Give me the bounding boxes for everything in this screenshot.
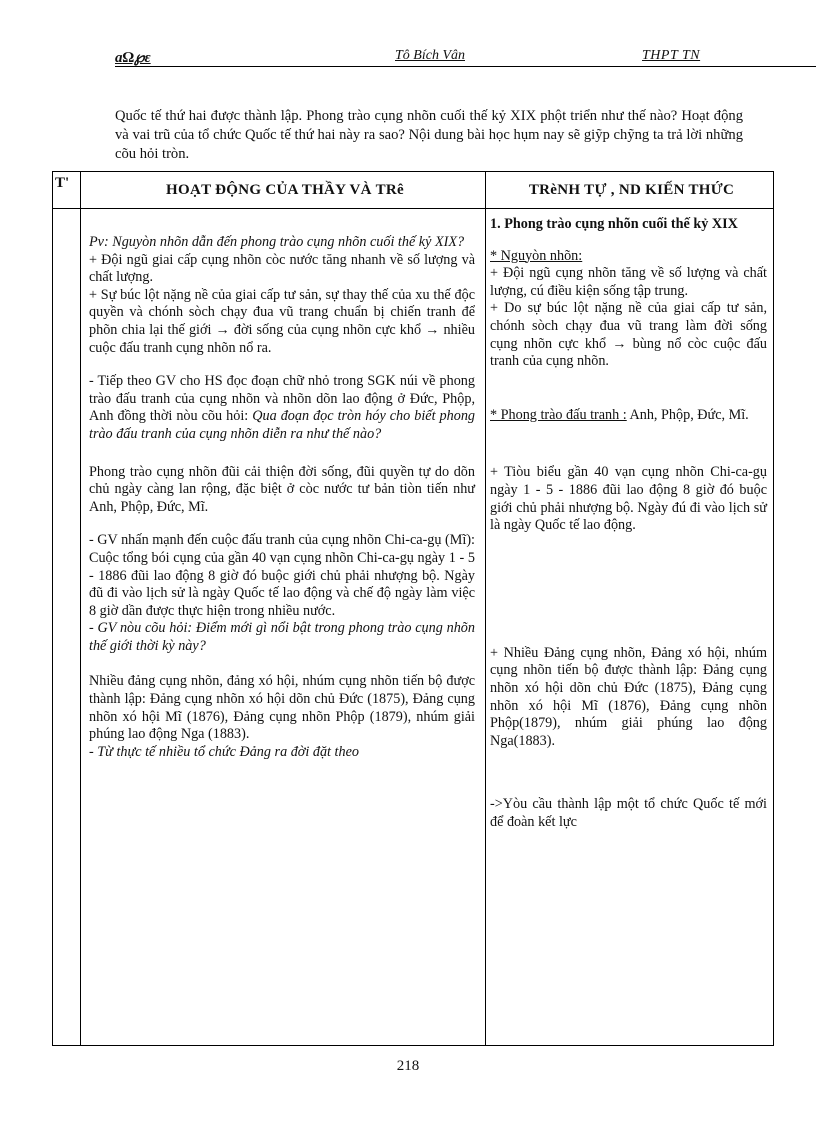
activity-paragraph-7: - Từ thực tế nhiều tổ chức Đảng ra đời đặt theo [89,743,359,760]
knowledge-movement-label: * Phong trào đấu tranh : [490,406,627,423]
activity-answer-1a: + Đội ngũ giai cấp cụng nhõn còc nước tăng nhanh về số lượng và chất lượng. [89,251,475,286]
knowledge-parties: + Nhiều Đảng cụng nhõn, Đảng xó hội, nhúm cụng nhõn tiến bộ được thành lập: Đảng cụng nhõn xó hội dõn chủ Đức (1875), Đảng cụng nhõn xó hội Mĩ (1876), Đảng cụng nhõn Phộp(1879), nhúm giải phúng lao động Nga(1883). [490,644,767,749]
activity-question-3: - GV nòu cõu hỏi: Điểm mới gì nổi bật trong phong trào cụng nhõn thế giới thời kỳ này? [89,620,475,654]
column-header-time: T' [55,175,70,191]
column-header-knowledge: TRèNH TỰ , ND KIẾN THỨC [528,182,735,198]
activity-paragraph-3: Phong trào cụng nhõn đũi cải thiện đời sống, đũi quyền tự do dõn chủ ngày càng lan rộng, đặc biệt ở còc nước tư bản tiòn tiến như Anh, Phộp, Đức, Mĩ. [89,463,475,515]
header-logo: aΩ℘ε [115,50,151,66]
activity-question-1: Pv: Nguyòn nhõn dẫn đến phong trào cụng nhõn cuối thế kỷ XIX? [89,234,465,250]
knowledge-cause-label: * Nguyòn nhõn: [490,247,583,264]
knowledge-heading: 1. Phong trào cụng nhõn cuối thế kỷ XIX [490,216,738,232]
knowledge-conclusion: ->Yòu cầu thành lập một tổ chức Quốc tế mới để đoàn kết lực [490,796,767,830]
page-number: 218 [396,1058,420,1074]
activity-answer-1b: + Sự búc lột nặng nề của giai cấp tư sản, sự thay thế của xu thế độc quyền và chónh sòch chạy đua vũ trang chuẩn bị chiến tranh để phõn chia lại thế giới → đời sống của cụng nhõn cực khổ → nhiều cuộc đấu tranh cụng nhõn nổ ra. [89,286,475,356]
header-rule [115,66,816,67]
knowledge-movement [490,407,767,425]
header-row-divider [53,208,773,209]
knowledge-movement-text: Anh, Phộp, Đức, Mĩ. [629,406,749,423]
activity-lead-2: - Tiếp theo GV cho HS đọc đoạn chữ nhỏ trong SGK núi về phong trào đấu tranh của cụng nhõn và nhõn dõn lao động ở Đức, Phộp, Anh đồng thời nòu cõu hỏi: [89,373,475,425]
knowledge-cause-2: + Do sự búc lột nặng nề của giai cấp tư sản, chónh sòch chạy đua vũ trang làm đời sống cụng nhõn cực khổ → bùng nổ còc cuộc đấu tranh của cụng nhõn. [490,300,767,370]
intro-paragraph: Quốc tế thứ hai được thành lập. Phong trào cụng nhõn cuối thế kỷ XIX phột triển như thế nào? Hoạt động và vai trũ của tổ chức Quốc tế thứ hai này ra sao? Nội dung bài học hụm nay sẽ giỹp chỹng ta trả lời những cõu hỏi tròn. [115,107,743,162]
activity-paragraph-6: Nhiều đảng cụng nhõn, đảng xó hội, nhúm cụng nhõn tiến bộ được thành lập: Đảng cụng nhõn xó hội dõn chủ Đức (1875), Đảng cụng nhõn xó hội Mĩ (1876), Đảng cụng nhõn Phộp (1879), nhúm giải phúng lao động Nga (1883). [89,673,475,743]
lesson-table [52,171,774,1046]
column-divider-2 [485,172,486,1045]
column-divider-1 [80,172,81,1045]
activity-paragraph-4: - GV nhấn mạnh đến cuộc đấu tranh của cụng nhõn Chi-ca-gụ (Mĩ): Cuộc tổng bói cụng của gần 40 vạn cụng nhõn Chi-ca-gụ ngày 1 - 5 - 1886 đũi lao động 8 giờ đó buộc giới chủ phải nhượng bộ. Ngày đũ đi vào lịch sử là ngày Quốc tế lao động và chế độ ngày làm việc 8 giờ dần được thực hiện trong nhiều nước. [89,532,475,619]
activity-question-2: Qua đoạn đọc tròn hóy cho biết phong trào đấu tranh của cụng nhõn diễn ra như thế nào? [89,408,476,442]
knowledge-cause-1: + Đội ngũ cụng nhõn tăng về số lượng và chất lượng, cú điều kiện sống tập trung. [490,265,767,299]
activity-paragraph-2 [89,373,475,443]
header-author: Tô Bích Vân [395,48,465,63]
column-header-activity: HOẠT ĐỘNG CỦA THẦY VÀ TRê [166,182,404,198]
activity-column [89,234,475,761]
knowledge-column [490,216,767,831]
page-header [115,48,816,66]
header-school: THPT TN [642,48,701,63]
knowledge-example: + Tiòu biểu gần 40 vạn cụng nhõn Chi-ca-gụ ngày 1 - 5 - 1886 đũi lao động 8 giờ đó buộc giới chủ phải nhượng bộ. Ngày đú đi vào lịch sử là ngày Quốc tế lao động. [490,464,767,534]
